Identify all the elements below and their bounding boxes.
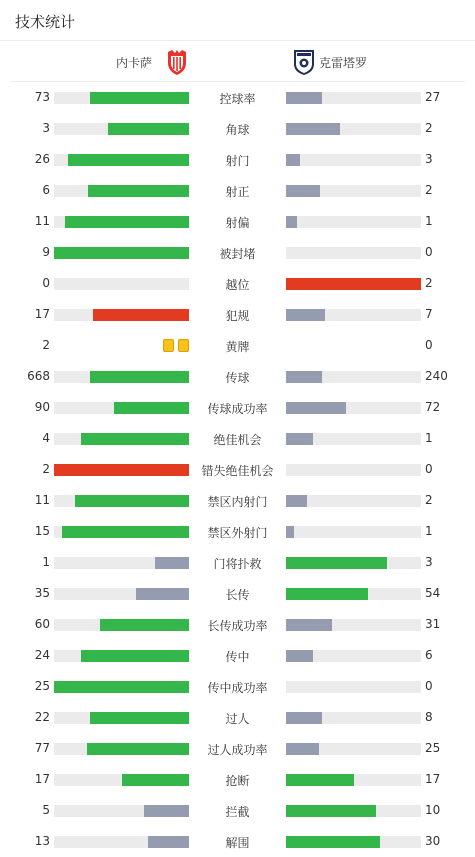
away-stat-bar bbox=[286, 216, 421, 228]
home-stat-bar bbox=[54, 433, 189, 445]
stat-label: 射门 bbox=[225, 154, 250, 168]
stat-label: 被封堵 bbox=[219, 247, 256, 261]
away-stat-value: 1 bbox=[425, 524, 433, 538]
home-stat-bar bbox=[54, 557, 189, 569]
stat-label: 传中 bbox=[225, 650, 250, 664]
away-stat-bar-fill bbox=[286, 836, 380, 848]
home-stat-bar bbox=[54, 588, 189, 600]
away-stat-bar bbox=[286, 154, 421, 166]
home-stat-bar-fill bbox=[144, 805, 189, 817]
home-stat-value: 2 bbox=[42, 462, 50, 476]
away-stat-bar-fill bbox=[286, 278, 421, 290]
away-stat-value: 0 bbox=[425, 338, 433, 352]
away-stat-bar-fill bbox=[286, 588, 368, 600]
home-stat-value: 0 bbox=[42, 276, 50, 290]
stat-label: 拦截 bbox=[225, 805, 250, 819]
away-stat-bar-fill bbox=[286, 371, 322, 383]
home-stat-value: 60 bbox=[34, 617, 50, 631]
stat-row bbox=[0, 392, 475, 423]
home-stat-bar-fill bbox=[93, 309, 189, 321]
stat-label: 绝佳机会 bbox=[213, 433, 262, 447]
home-stat-bar-fill bbox=[122, 774, 190, 786]
away-stat-bar bbox=[286, 681, 421, 693]
away-stat-value: 1 bbox=[425, 214, 433, 228]
stat-label: 黄牌 bbox=[225, 340, 250, 354]
stat-row bbox=[0, 454, 475, 485]
away-stat-bar bbox=[286, 433, 421, 445]
away-stat-value: 31 bbox=[425, 617, 441, 631]
away-stat-bar bbox=[286, 495, 421, 507]
home-stat-bar-fill bbox=[88, 185, 189, 197]
home-stat-bar bbox=[54, 743, 189, 755]
away-stat-bar-fill bbox=[286, 495, 307, 507]
home-stat-bar bbox=[54, 309, 189, 321]
away-stat-value: 240 bbox=[425, 369, 448, 383]
away-stat-bar-fill bbox=[286, 402, 346, 414]
away-stat-bar bbox=[286, 92, 421, 104]
home-stat-bar bbox=[54, 216, 189, 228]
stat-row bbox=[0, 330, 475, 361]
away-stat-value: 7 bbox=[425, 307, 433, 321]
stat-label: 犯规 bbox=[225, 309, 250, 323]
away-stat-bar-fill bbox=[286, 123, 340, 135]
stat-row bbox=[0, 206, 475, 237]
away-stat-value: 1 bbox=[425, 431, 433, 445]
home-stat-value: 35 bbox=[34, 586, 50, 600]
stat-label: 控球率 bbox=[219, 92, 256, 106]
teams-row bbox=[10, 41, 465, 82]
home-stat-bar bbox=[54, 464, 189, 476]
away-stat-value: 6 bbox=[425, 648, 433, 662]
home-stat-bar-fill bbox=[90, 712, 189, 724]
home-stat-value: 2 bbox=[42, 338, 50, 352]
stat-label: 传球 bbox=[225, 371, 250, 385]
stat-row bbox=[0, 175, 475, 206]
stat-label: 传中成功率 bbox=[207, 681, 268, 695]
home-stat-bar-fill bbox=[136, 588, 189, 600]
home-stat-bar-fill bbox=[114, 402, 189, 414]
away-team-crest-icon[interactable] bbox=[292, 48, 316, 76]
stat-row bbox=[0, 578, 475, 609]
stat-label: 抢断 bbox=[225, 774, 250, 788]
home-stat-bar bbox=[54, 805, 189, 817]
yellow-card-icon bbox=[178, 339, 189, 352]
home-stat-value: 5 bbox=[42, 803, 50, 817]
away-stat-bar-fill bbox=[286, 619, 332, 631]
stat-row bbox=[0, 144, 475, 175]
stat-row bbox=[0, 764, 475, 795]
home-stat-value: 25 bbox=[34, 679, 50, 693]
stat-row bbox=[0, 299, 475, 330]
stat-label: 错失绝佳机会 bbox=[201, 464, 274, 478]
home-stat-bar-fill bbox=[108, 123, 189, 135]
home-stat-value: 22 bbox=[34, 710, 50, 724]
stat-row bbox=[0, 826, 475, 857]
home-stat-value: 11 bbox=[34, 493, 50, 507]
stat-row bbox=[0, 702, 475, 733]
stat-row bbox=[0, 516, 475, 547]
away-stat-bar bbox=[286, 464, 421, 476]
home-stat-bar-fill bbox=[155, 557, 189, 569]
away-stat-bar bbox=[286, 247, 421, 259]
away-stat-bar-fill bbox=[286, 154, 300, 166]
away-stat-value: 3 bbox=[425, 555, 433, 569]
away-stat-bar-fill bbox=[286, 743, 319, 755]
home-stat-bar-fill bbox=[75, 495, 189, 507]
away-stat-value: 2 bbox=[425, 493, 433, 507]
home-stat-bar bbox=[54, 526, 189, 538]
away-team-name[interactable]: 克雷塔罗 bbox=[319, 56, 368, 70]
stat-row bbox=[0, 361, 475, 392]
away-stat-bar-fill bbox=[286, 526, 294, 538]
home-stat-bar-fill bbox=[81, 650, 189, 662]
stat-label: 传球成功率 bbox=[207, 402, 268, 416]
home-stat-value: 17 bbox=[34, 307, 50, 321]
home-stat-value: 1 bbox=[42, 555, 50, 569]
yellow-cards bbox=[163, 339, 189, 353]
away-stat-bar bbox=[286, 526, 421, 538]
away-stat-bar-fill bbox=[286, 216, 297, 228]
away-stat-value: 3 bbox=[425, 152, 433, 166]
stat-label: 长传 bbox=[225, 588, 250, 602]
away-stat-bar bbox=[286, 402, 421, 414]
stat-label: 禁区内射门 bbox=[207, 495, 268, 509]
stat-label: 越位 bbox=[225, 278, 250, 292]
home-stat-bar-fill bbox=[54, 681, 189, 693]
home-stat-bar-fill bbox=[68, 154, 189, 166]
away-stat-bar bbox=[286, 123, 421, 135]
stat-row bbox=[0, 268, 475, 299]
home-stat-bar bbox=[54, 247, 189, 259]
home-stat-value: 90 bbox=[34, 400, 50, 414]
away-stat-bar bbox=[286, 309, 421, 321]
home-team-crest-icon[interactable] bbox=[165, 48, 189, 76]
stat-row bbox=[0, 640, 475, 671]
away-stat-bar-fill bbox=[286, 309, 325, 321]
home-stat-bar bbox=[54, 371, 189, 383]
stat-row bbox=[0, 485, 475, 516]
home-stat-value: 4 bbox=[42, 431, 50, 445]
away-stat-bar bbox=[286, 185, 421, 197]
home-stat-bar bbox=[54, 495, 189, 507]
away-stat-bar-fill bbox=[286, 185, 320, 197]
home-stat-bar-fill bbox=[65, 216, 189, 228]
home-stat-bar bbox=[54, 402, 189, 414]
away-stat-bar-fill bbox=[286, 774, 354, 786]
stat-row bbox=[0, 82, 475, 113]
stats-header bbox=[0, 0, 475, 41]
home-stat-bar bbox=[54, 836, 189, 848]
home-stat-value: 15 bbox=[34, 524, 50, 538]
home-stat-value: 668 bbox=[27, 369, 50, 383]
home-stat-bar-fill bbox=[148, 836, 189, 848]
away-stat-bar bbox=[286, 557, 421, 569]
page-title: 技术统计 bbox=[15, 13, 76, 31]
away-stat-bar bbox=[286, 743, 421, 755]
home-stat-bar bbox=[54, 774, 189, 786]
away-stat-value: 2 bbox=[425, 121, 433, 135]
away-stat-value: 30 bbox=[425, 834, 441, 848]
away-stat-value: 0 bbox=[425, 462, 433, 476]
away-stat-bar bbox=[286, 805, 421, 817]
home-stat-bar-fill bbox=[100, 619, 189, 631]
home-stat-value: 24 bbox=[34, 648, 50, 662]
stat-label: 长传成功率 bbox=[207, 619, 268, 633]
stat-row bbox=[0, 547, 475, 578]
stat-label: 过人成功率 bbox=[207, 743, 268, 757]
home-stat-bar-fill bbox=[81, 433, 189, 445]
stat-row bbox=[0, 113, 475, 144]
home-stat-bar-fill bbox=[90, 92, 189, 104]
home-stat-value: 17 bbox=[34, 772, 50, 786]
home-stat-value: 77 bbox=[34, 741, 50, 755]
stat-row bbox=[0, 423, 475, 454]
away-stat-value: 2 bbox=[425, 183, 433, 197]
home-stat-value: 11 bbox=[34, 214, 50, 228]
stat-label: 角球 bbox=[225, 123, 250, 137]
away-stat-bar bbox=[286, 278, 421, 290]
away-stat-value: 0 bbox=[425, 679, 433, 693]
yellow-card-icon bbox=[163, 339, 174, 352]
stat-row bbox=[0, 609, 475, 640]
stat-label: 射偏 bbox=[225, 216, 250, 230]
away-stat-value: 17 bbox=[425, 772, 441, 786]
away-stat-bar bbox=[286, 774, 421, 786]
away-stat-bar bbox=[286, 712, 421, 724]
home-stat-bar-fill bbox=[87, 743, 189, 755]
away-stat-value: 27 bbox=[425, 90, 441, 104]
home-stat-value: 13 bbox=[34, 834, 50, 848]
home-team-name[interactable]: 内卡萨 bbox=[115, 56, 152, 70]
away-stat-bar-fill bbox=[286, 805, 376, 817]
away-stat-value: 25 bbox=[425, 741, 441, 755]
home-stat-bar bbox=[54, 681, 189, 693]
home-stat-value: 9 bbox=[42, 245, 50, 259]
stat-label: 射正 bbox=[225, 185, 250, 199]
away-stat-value: 0 bbox=[425, 245, 433, 259]
away-stat-value: 2 bbox=[425, 276, 433, 290]
stat-label: 门将扑救 bbox=[213, 557, 262, 571]
home-stat-bar bbox=[54, 185, 189, 197]
away-stat-bar-fill bbox=[286, 557, 387, 569]
stat-label: 解围 bbox=[225, 836, 250, 850]
home-stat-bar bbox=[54, 619, 189, 631]
home-stat-value: 26 bbox=[34, 152, 50, 166]
home-stat-bar-fill bbox=[90, 371, 189, 383]
home-stat-value: 73 bbox=[34, 90, 50, 104]
stat-row bbox=[0, 671, 475, 702]
away-stat-bar-fill bbox=[286, 650, 313, 662]
home-stat-bar bbox=[54, 650, 189, 662]
home-stat-bar bbox=[54, 123, 189, 135]
away-stat-bar bbox=[286, 371, 421, 383]
stat-row bbox=[0, 795, 475, 826]
stat-label: 过人 bbox=[225, 712, 250, 726]
away-stat-bar bbox=[286, 588, 421, 600]
away-stat-bar bbox=[286, 836, 421, 848]
stat-row bbox=[0, 237, 475, 268]
home-stat-bar-fill bbox=[54, 464, 189, 476]
home-stat-bar bbox=[54, 278, 189, 290]
away-stat-bar-fill bbox=[286, 433, 313, 445]
home-stat-value: 6 bbox=[42, 183, 50, 197]
away-stat-bar bbox=[286, 619, 421, 631]
away-stat-bar-fill bbox=[286, 712, 322, 724]
home-stat-value: 3 bbox=[42, 121, 50, 135]
home-stat-bar-fill bbox=[62, 526, 189, 538]
home-stat-bar bbox=[54, 92, 189, 104]
away-stat-value: 8 bbox=[425, 710, 433, 724]
away-stat-value: 10 bbox=[425, 803, 441, 817]
away-stat-bar-fill bbox=[286, 92, 322, 104]
stat-label: 禁区外射门 bbox=[207, 526, 268, 540]
home-stat-bar bbox=[54, 154, 189, 166]
away-stat-bar bbox=[286, 650, 421, 662]
away-stat-value: 72 bbox=[425, 400, 441, 414]
home-stat-bar-fill bbox=[54, 247, 189, 259]
away-stat-value: 54 bbox=[425, 586, 441, 600]
stat-row bbox=[0, 733, 475, 764]
home-stat-bar bbox=[54, 712, 189, 724]
